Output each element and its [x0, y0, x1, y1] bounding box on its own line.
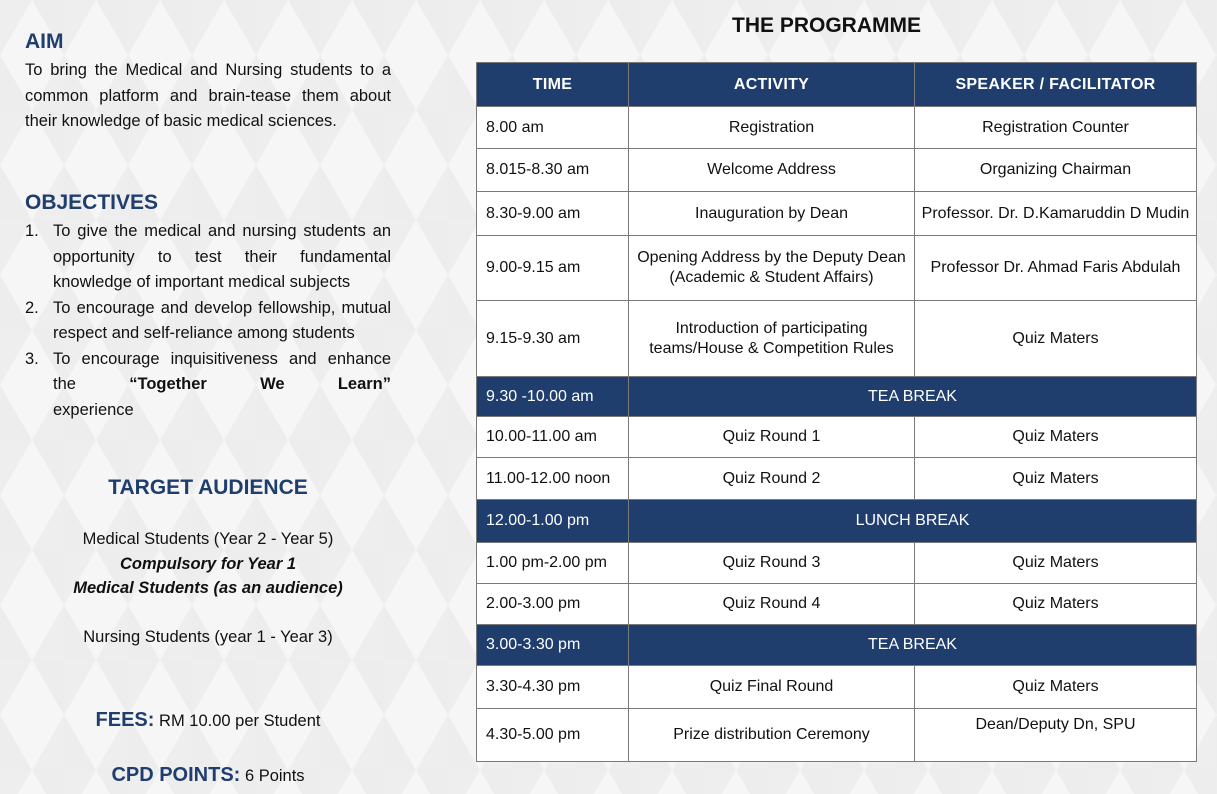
objectives-heading: OBJECTIVES	[25, 191, 159, 214]
table-row	[477, 709, 1197, 762]
time-cell: 1.00 pm-2.00 pm	[477, 543, 629, 584]
column-header-activity: ACTIVITY	[629, 63, 915, 107]
table-row	[477, 458, 1197, 500]
time-cell: 12.00-1.00 pm	[477, 500, 629, 543]
table-row	[477, 417, 1197, 458]
speaker-cell: Quiz Maters	[915, 584, 1197, 625]
objective-text	[53, 347, 391, 398]
speaker-cell: Dean/Deputy Dn, SPU	[915, 709, 1197, 762]
column-header-speaker: SPEAKER / FACILITATOR	[915, 63, 1197, 107]
activity-cell: Quiz Final Round	[629, 666, 915, 709]
target-line: Compulsory for Year 1	[119, 555, 297, 573]
table-row	[477, 584, 1197, 625]
cpd-label: CPD POINTS:	[111, 764, 241, 786]
speaker-cell: Quiz Maters	[915, 458, 1197, 500]
objective-text: To encourage and develop fellowship, mutual respect and self-reliance among students	[53, 298, 391, 342]
objective-text-part: To encourage inquisitiveness and enhance the	[53, 349, 391, 393]
table-row	[477, 666, 1197, 709]
activity-cell: Registration	[629, 107, 915, 149]
time-cell: 2.00-3.00 pm	[477, 584, 629, 625]
target-line: Medical Students (Year 2 - Year 5)	[82, 530, 334, 548]
time-cell: 8.015-8.30 am	[477, 149, 629, 192]
objective-number: 3.	[25, 349, 39, 368]
target-audience-heading: TARGET AUDIENCE	[108, 476, 308, 499]
table-row	[477, 149, 1197, 192]
fees-value: RM 10.00 per Student	[159, 712, 321, 730]
objective-text: To give the medical and nursing students an opportunity to test their fundamental knowledge of important medical subjects	[53, 222, 391, 291]
objective-item	[25, 347, 391, 424]
break-cell: TEA BREAK	[629, 625, 1197, 666]
time-cell: 3.00-3.30 pm	[477, 625, 629, 666]
break-cell: LUNCH BREAK	[629, 500, 1197, 543]
time-cell: 11.00-12.00 noon	[477, 458, 629, 500]
time-cell: 8.30-9.00 am	[477, 192, 629, 236]
objectives-list	[25, 219, 391, 423]
target-line: Nursing Students (year 1 - Year 3)	[83, 628, 333, 646]
break-row	[477, 625, 1197, 666]
speaker-cell: Registration Counter	[915, 107, 1197, 149]
speaker-cell: Quiz Maters	[915, 543, 1197, 584]
table-header-row	[477, 63, 1197, 107]
objective-number: 1.	[25, 222, 39, 240]
time-cell: 9.00-9.15 am	[477, 236, 629, 301]
target-line: Medical Students (as an audience)	[73, 579, 343, 597]
objective-item	[25, 219, 391, 296]
objective-text-end: experience	[53, 400, 134, 419]
cpd-value: 6 Points	[244, 767, 305, 785]
time-cell: 9.30 -10.00 am	[477, 377, 629, 417]
activity-cell: Prize distribution Ceremony	[629, 709, 915, 762]
objective-number: 2.	[25, 298, 39, 317]
activity-cell: Welcome Address	[629, 149, 915, 192]
table-row	[477, 543, 1197, 584]
speaker-cell: Quiz Maters	[915, 301, 1197, 377]
time-cell: 8.00 am	[477, 107, 629, 149]
speaker-cell: Professor. Dr. D.Kamaruddin D Mudin	[915, 192, 1197, 236]
activity-cell: Quiz Round 3	[629, 543, 915, 584]
aim-heading: AIM	[25, 30, 64, 53]
programme-table	[476, 62, 1197, 762]
activity-cell: Quiz Round 4	[629, 584, 915, 625]
time-cell: 10.00-11.00 am	[477, 417, 629, 458]
speaker-cell: Quiz Maters	[915, 666, 1197, 709]
programme-title: THE PROGRAMME	[732, 14, 921, 37]
fees-label: FEES:	[95, 709, 155, 731]
objective-text-emphasis: “Together We Learn”	[129, 375, 391, 393]
objective-item	[25, 296, 391, 347]
speaker-cell: Organizing Chairman	[915, 149, 1197, 192]
activity-cell: Opening Address by the Deputy Dean (Academic & Student Affairs)	[629, 236, 915, 301]
activity-cell: Introduction of participating teams/House & Competition Rules	[629, 301, 915, 377]
break-cell: TEA BREAK	[629, 377, 1197, 417]
break-row	[477, 500, 1197, 543]
table-row	[477, 192, 1197, 236]
speaker-cell: Quiz Maters	[915, 417, 1197, 458]
time-cell: 9.15-9.30 am	[477, 301, 629, 377]
break-row	[477, 377, 1197, 417]
aim-text: To bring the Medical and Nursing students to a common platform and brain-tease them about their knowledge of basic medical sciences.	[25, 61, 391, 130]
cpd-points	[25, 764, 391, 787]
table-row	[477, 107, 1197, 149]
activity-cell: Quiz Round 2	[629, 458, 915, 500]
column-header-time: TIME	[477, 63, 629, 107]
activity-cell: Inauguration by Dean	[629, 192, 915, 236]
speaker-cell: Professor Dr. Ahmad Faris Abdulah	[915, 236, 1197, 301]
table-row	[477, 301, 1197, 377]
fees	[25, 709, 391, 732]
activity-cell: Quiz Round 1	[629, 417, 915, 458]
table-row	[477, 236, 1197, 301]
time-cell: 4.30-5.00 pm	[477, 709, 629, 762]
time-cell: 3.30-4.30 pm	[477, 666, 629, 709]
